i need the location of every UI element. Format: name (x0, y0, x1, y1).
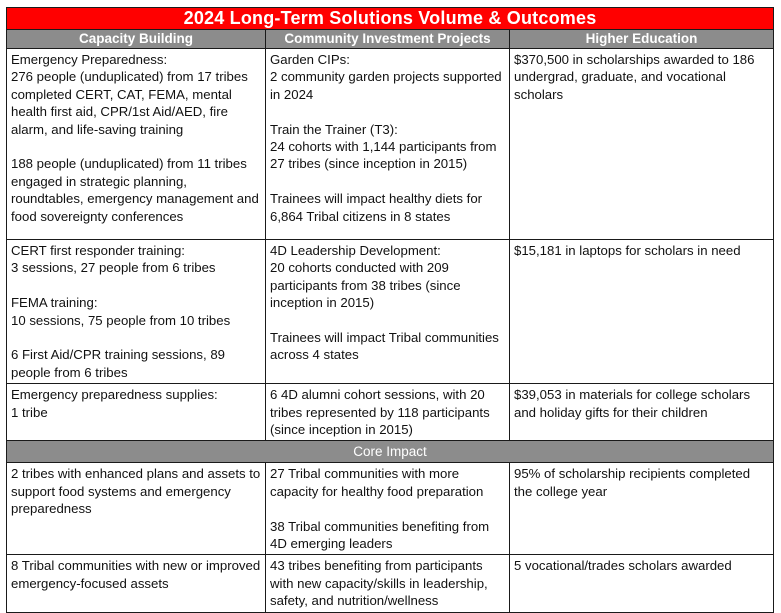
cell-paragraph: $15,181 in laptops for scholars in need (514, 243, 741, 258)
education-cell (510, 463, 774, 555)
cell-paragraph: FEMA training: 10 sessions, 75 people from 10 tribes (11, 295, 231, 328)
capacity-cell (7, 384, 266, 441)
cell-paragraph: Garden CIPs: 2 community garden projects supported in 2024 (270, 52, 502, 102)
education-cell (510, 384, 774, 441)
community-cell (266, 240, 510, 384)
cell-paragraph: $370,500 in scholarships awarded to 186 undergrad, graduate, and vocational scholars (514, 52, 755, 102)
cell-paragraph: $39,053 in materials for college scholars and holiday gifts for their children (514, 387, 751, 420)
cell-paragraph: 2 tribes with enhanced plans and assets to support food systems and emergency preparedness (11, 466, 261, 517)
capacity-cell (7, 49, 266, 240)
education-cell (510, 49, 774, 240)
education-cell (510, 555, 774, 612)
cell-paragraph: 43 tribes benefiting from participants with new capacity/skills in leadership, safety, and nutrition/wellness (270, 558, 488, 609)
cell-paragraph: Trainees will impact Tribal communities across 4 states (270, 330, 499, 363)
cell-paragraph: 6 First Aid/CPR training sessions, 89 people from 6 tribes (11, 347, 226, 380)
cell-paragraph: 95% of scholarship recipients completed the college year (514, 466, 751, 499)
outcomes-table (6, 7, 774, 613)
capacity-cell (7, 240, 266, 384)
table-title: 2024 Long-Term Solutions Volume & Outcomes (7, 8, 774, 30)
cell-paragraph: 5 vocational/trades scholars awarded (514, 558, 732, 574)
community-cell (266, 49, 510, 240)
title-row (7, 8, 774, 30)
core-impact-header: Core Impact (7, 441, 774, 463)
core-impact-row (7, 441, 774, 463)
community-cell (266, 463, 510, 555)
capacity-cell (7, 463, 266, 555)
column-header-capacity-building: Capacity Building (7, 30, 266, 49)
column-header-community-investment: Community Investment Projects (266, 30, 510, 49)
header-row (7, 30, 774, 49)
cell-paragraph: 188 people (unduplicated) from 11 tribes engaged in strategic planning, roundtables, emergency management and food sovereignty conferences (11, 156, 259, 224)
cell-paragraph: CERT first responder training: 3 sessions, 27 people from 6 tribes (11, 243, 216, 276)
cell-paragraph: 6 4D alumni cohort sessions, with 20 tribes represented by 118 participants (since inception in 2015) (270, 387, 490, 438)
cell-paragraph: Train the Trainer (T3): 24 cohorts with 1,144 participants from 27 tribes (since inception in 2015) (270, 121, 497, 172)
cell-paragraph: 8 Tribal communities with new or improved emergency-focused assets (11, 558, 261, 591)
community-cell (266, 555, 510, 612)
table-row (7, 555, 774, 612)
cell-paragraph: 27 Tribal communities with more capacity for healthy food preparation (270, 466, 484, 499)
capacity-cell (7, 555, 266, 612)
education-cell (510, 240, 774, 384)
cell-paragraph: Emergency Preparedness: 276 people (unduplicated) from 17 tribes completed CERT, CAT, FEMA, mental health first aid, CPR/1st Aid/AED, fire alarm, and life-saving training (11, 52, 248, 137)
community-cell (266, 384, 510, 441)
table-row (7, 49, 774, 240)
cell-paragraph: 38 Tribal communities benefiting from 4D emerging leaders (270, 518, 490, 552)
cell-paragraph: Trainees will impact healthy diets for 6,864 Tribal citizens in 8 states (270, 191, 483, 224)
table-row (7, 384, 774, 441)
column-header-higher-education: Higher Education (510, 30, 774, 49)
table-row (7, 240, 774, 384)
table-row (7, 463, 774, 555)
cell-paragraph: Emergency preparedness supplies: 1 tribe (11, 387, 218, 420)
cell-paragraph: 4D Leadership Development: 20 cohorts conducted with 209 participants from 38 tribes (since inception in 2015) (270, 243, 461, 311)
